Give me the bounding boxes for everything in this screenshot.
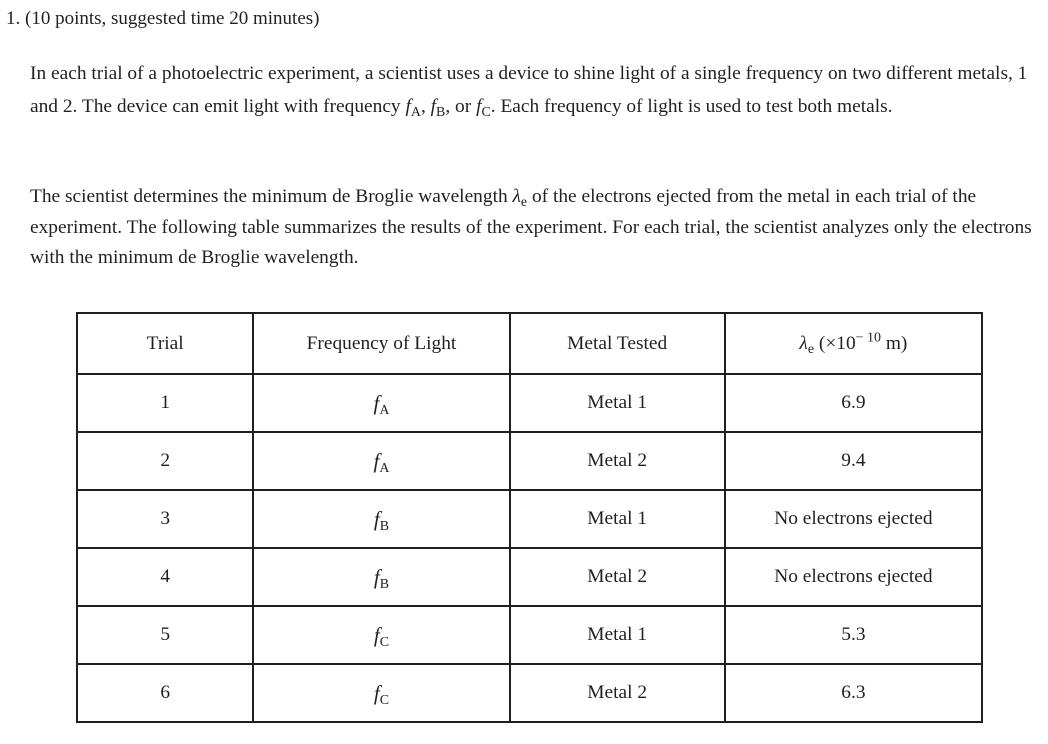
cell-trial: 1	[77, 374, 253, 432]
frequency-symbol: f	[373, 564, 380, 589]
cell-trial: 2	[77, 432, 253, 490]
frequency-symbol: f	[373, 390, 380, 415]
question-header: 1. (10 points, suggested time 20 minutes)	[6, 8, 320, 29]
cell-frequency	[253, 374, 509, 432]
cell-frequency	[253, 490, 509, 548]
cell-wavelength: No electrons ejected	[725, 548, 982, 606]
header-lambda-subscript: e	[807, 341, 815, 357]
cell-wavelength: 9.4	[725, 432, 982, 490]
cell-metal: Metal 2	[510, 664, 725, 722]
paragraph-text: The scientist determines the minimum de Broglie wavelength	[30, 186, 513, 207]
cell-trial: 4	[77, 548, 253, 606]
cell-metal: Metal 1	[510, 374, 725, 432]
frequency-subscript-c: C	[481, 104, 491, 120]
frequency-subscript: C	[379, 634, 390, 650]
paragraph-text: . Each frequency of light is used to test both metals.	[490, 96, 893, 117]
table-row	[77, 490, 982, 548]
separator: ,	[420, 96, 431, 117]
cell-frequency	[253, 664, 509, 722]
header-exponent: − 10	[855, 329, 881, 345]
cell-wavelength: 6.3	[725, 664, 982, 722]
header-lambda: λ	[799, 332, 808, 354]
paragraph-experiment-setup	[30, 57, 1042, 123]
frequency-subscript-b: B	[436, 104, 446, 120]
lambda-subscript: e	[520, 194, 528, 210]
cell-metal: Metal 1	[510, 606, 725, 664]
frequency-symbol: f	[373, 506, 380, 531]
cell-wavelength: 5.3	[725, 606, 982, 664]
frequency-subscript: B	[379, 518, 390, 534]
lambda-symbol: λ	[512, 186, 521, 207]
frequency-subscript: A	[379, 460, 390, 476]
header-wavelength	[725, 313, 982, 374]
table-row	[77, 374, 982, 432]
cell-trial: 5	[77, 606, 253, 664]
paragraph-text: of the electrons ejected from the metal in each trial of the experiment. The following table summarizes the results of the experiment. For each trial, the scientist analyzes only the electrons with the minimum de Broglie wavelength.	[30, 186, 1032, 268]
table-row	[77, 432, 982, 490]
frequency-symbol: f	[373, 622, 380, 647]
frequency-symbol: f	[373, 448, 380, 473]
frequency-symbol-a: f	[405, 96, 411, 117]
cell-wavelength: 6.9	[725, 374, 982, 432]
frequency-subscript-a: A	[410, 104, 421, 120]
results-table	[76, 312, 983, 723]
header-metal: Metal Tested	[510, 313, 725, 374]
frequency-symbol-b: f	[430, 96, 437, 117]
paragraph-wavelength-description	[30, 182, 1042, 274]
frequency-symbol: f	[373, 680, 380, 705]
table-row	[77, 606, 982, 664]
table-row	[77, 664, 982, 722]
separator: , or	[445, 96, 477, 117]
paragraph-text: In each trial of a photoelectric experiment, a scientist uses a device to shine light of a single frequency on two different metals, 1 and 2. The device can emit light with frequency	[30, 63, 1028, 117]
cell-metal: Metal 2	[510, 432, 725, 490]
cell-frequency	[253, 548, 509, 606]
header-unit-start: (×10	[814, 332, 856, 354]
table-row	[77, 548, 982, 606]
cell-frequency	[253, 606, 509, 664]
cell-frequency	[253, 432, 509, 490]
cell-wavelength: No electrons ejected	[725, 490, 982, 548]
cell-trial: 6	[77, 664, 253, 722]
table-header-row	[77, 313, 982, 374]
frequency-symbol-c: f	[476, 96, 482, 117]
cell-metal: Metal 2	[510, 548, 725, 606]
header-unit-end: m)	[880, 332, 908, 354]
frequency-subscript: A	[379, 402, 390, 418]
header-trial: Trial	[77, 313, 253, 374]
cell-metal: Metal 1	[510, 490, 725, 548]
frequency-subscript: B	[379, 576, 390, 592]
cell-trial: 3	[77, 490, 253, 548]
header-frequency: Frequency of Light	[253, 313, 509, 374]
frequency-subscript: C	[379, 692, 390, 708]
